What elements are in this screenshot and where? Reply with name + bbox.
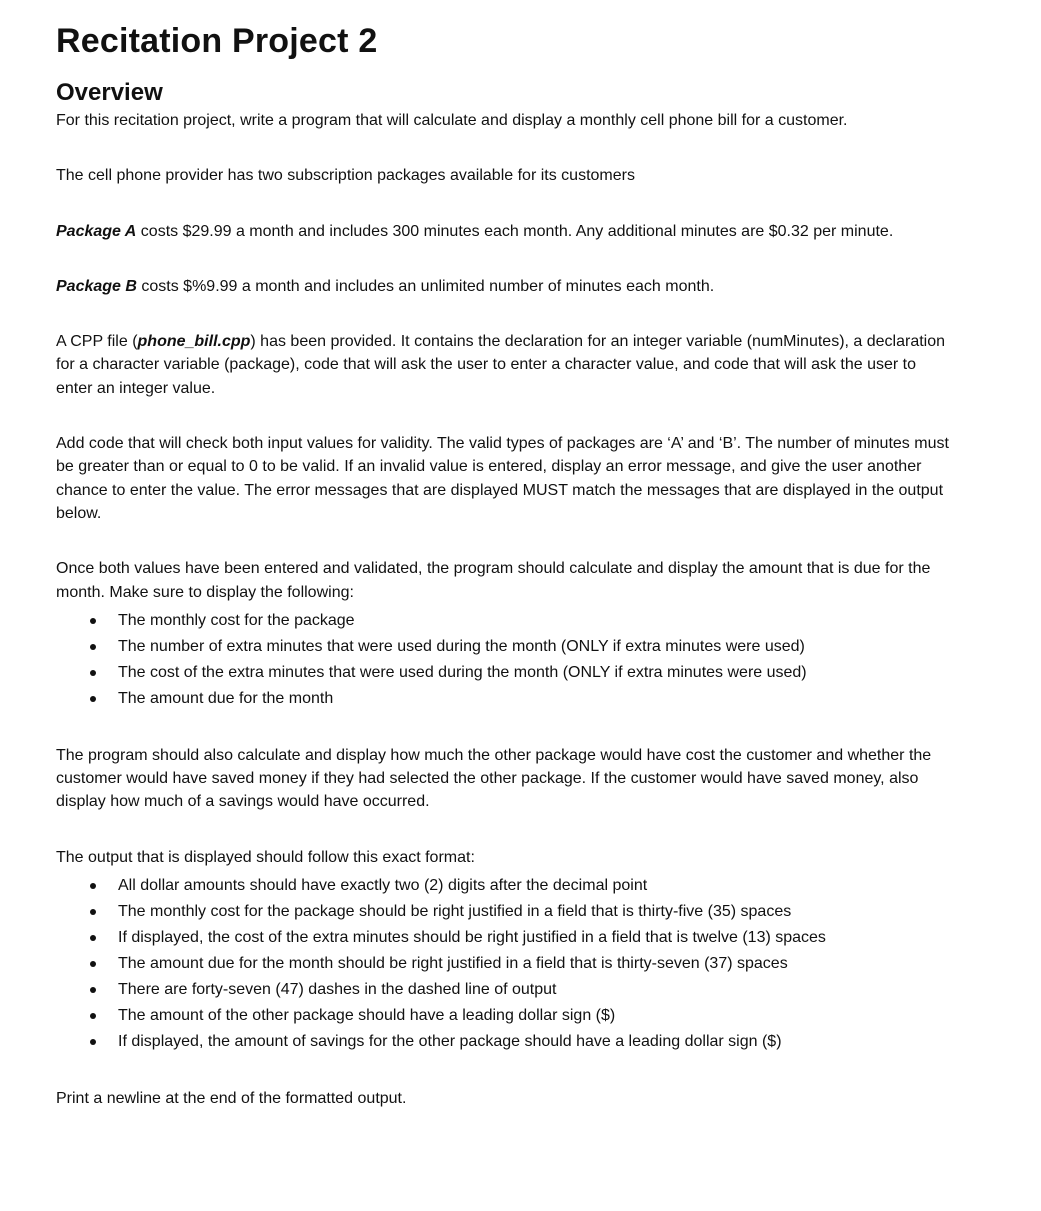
calculation-paragraph: Once both values have been entered and validated, the program should calculate and display the amount that is due for the month. Make sure to display the following: bbox=[56, 560, 931, 601]
cpp-post-text: ) has been provided. It contains the declaration for an integer variable (numMinutes), a declaration for a character variable (package), code that will ask the user to enter a character value, and code that will ask the user to enter an integer value. bbox=[56, 333, 946, 397]
format-paragraph: The output that is displayed should follow this exact format: bbox=[56, 848, 475, 866]
package-b-label: Package B bbox=[56, 277, 137, 295]
list-item: The amount of the other package should have a leading dollar sign ($) bbox=[56, 1003, 956, 1029]
validity-paragraph: Add code that will check both input values for validity. The valid types of packages are ‘A’ and ‘B’. The number of minutes must be greater than or equal to 0 to be valid. If an invalid value is entered, display an error message, and give the user another chance to enter the value. The error messages that are displayed MUST match the messages that are displayed in the output below. bbox=[56, 435, 949, 522]
list-item: The monthly cost for the package bbox=[56, 608, 956, 634]
list-item: There are forty-seven (47) dashes in the dashed line of output bbox=[56, 977, 956, 1003]
newline-paragraph: Print a newline at the end of the formatted output. bbox=[56, 1090, 407, 1108]
list-item: The amount due for the month bbox=[56, 686, 956, 712]
list-item: The number of extra minutes that were used during the month (ONLY if extra minutes were used) bbox=[56, 634, 956, 660]
display-items-list bbox=[56, 608, 956, 712]
packages-intro-paragraph: The cell phone provider has two subscription packages available for its customers bbox=[56, 167, 635, 185]
package-a-text: costs $29.99 a month and includes 300 minutes each month. Any additional minutes are $0.32 per minute. bbox=[136, 222, 894, 240]
format-items-list bbox=[56, 873, 956, 1055]
other-package-paragraph: The program should also calculate and display how much the other package would have cost the customer and whether the customer would have saved money if they had selected the other package. If the customer would have saved money, also display how much of a savings would have occurred. bbox=[56, 746, 932, 811]
list-item: The cost of the extra minutes that were used during the month (ONLY if extra minutes were used) bbox=[56, 660, 956, 686]
list-item: The monthly cost for the package should be right justified in a field that is thirty-five (35) spaces bbox=[56, 899, 956, 925]
cpp-filename: phone_bill.cpp bbox=[137, 333, 251, 351]
list-item: If displayed, the amount of savings for the other package should have a leading dollar sign ($) bbox=[56, 1029, 956, 1055]
cpp-file-paragraph bbox=[56, 330, 956, 400]
intro-paragraph: For this recitation project, write a program that will calculate and display a monthly cell phone bill for a customer. bbox=[56, 112, 848, 129]
overview-heading: Overview bbox=[56, 79, 163, 106]
list-item: The amount due for the month should be right justified in a field that is thirty-seven (37) spaces bbox=[56, 951, 956, 977]
package-b-text: costs $%9.99 a month and includes an unlimited number of minutes each month. bbox=[136, 277, 715, 295]
package-a-label: Package A bbox=[56, 222, 137, 240]
list-item: If displayed, the cost of the extra minutes should be right justified in a field that is twelve (13) spaces bbox=[56, 925, 956, 951]
cpp-pre-text: A CPP file ( bbox=[56, 333, 138, 351]
package-a-paragraph bbox=[56, 220, 956, 243]
package-b-paragraph bbox=[56, 275, 956, 298]
list-item: All dollar amounts should have exactly two (2) digits after the decimal point bbox=[56, 873, 956, 899]
page-title: Recitation Project 2 bbox=[56, 22, 378, 60]
